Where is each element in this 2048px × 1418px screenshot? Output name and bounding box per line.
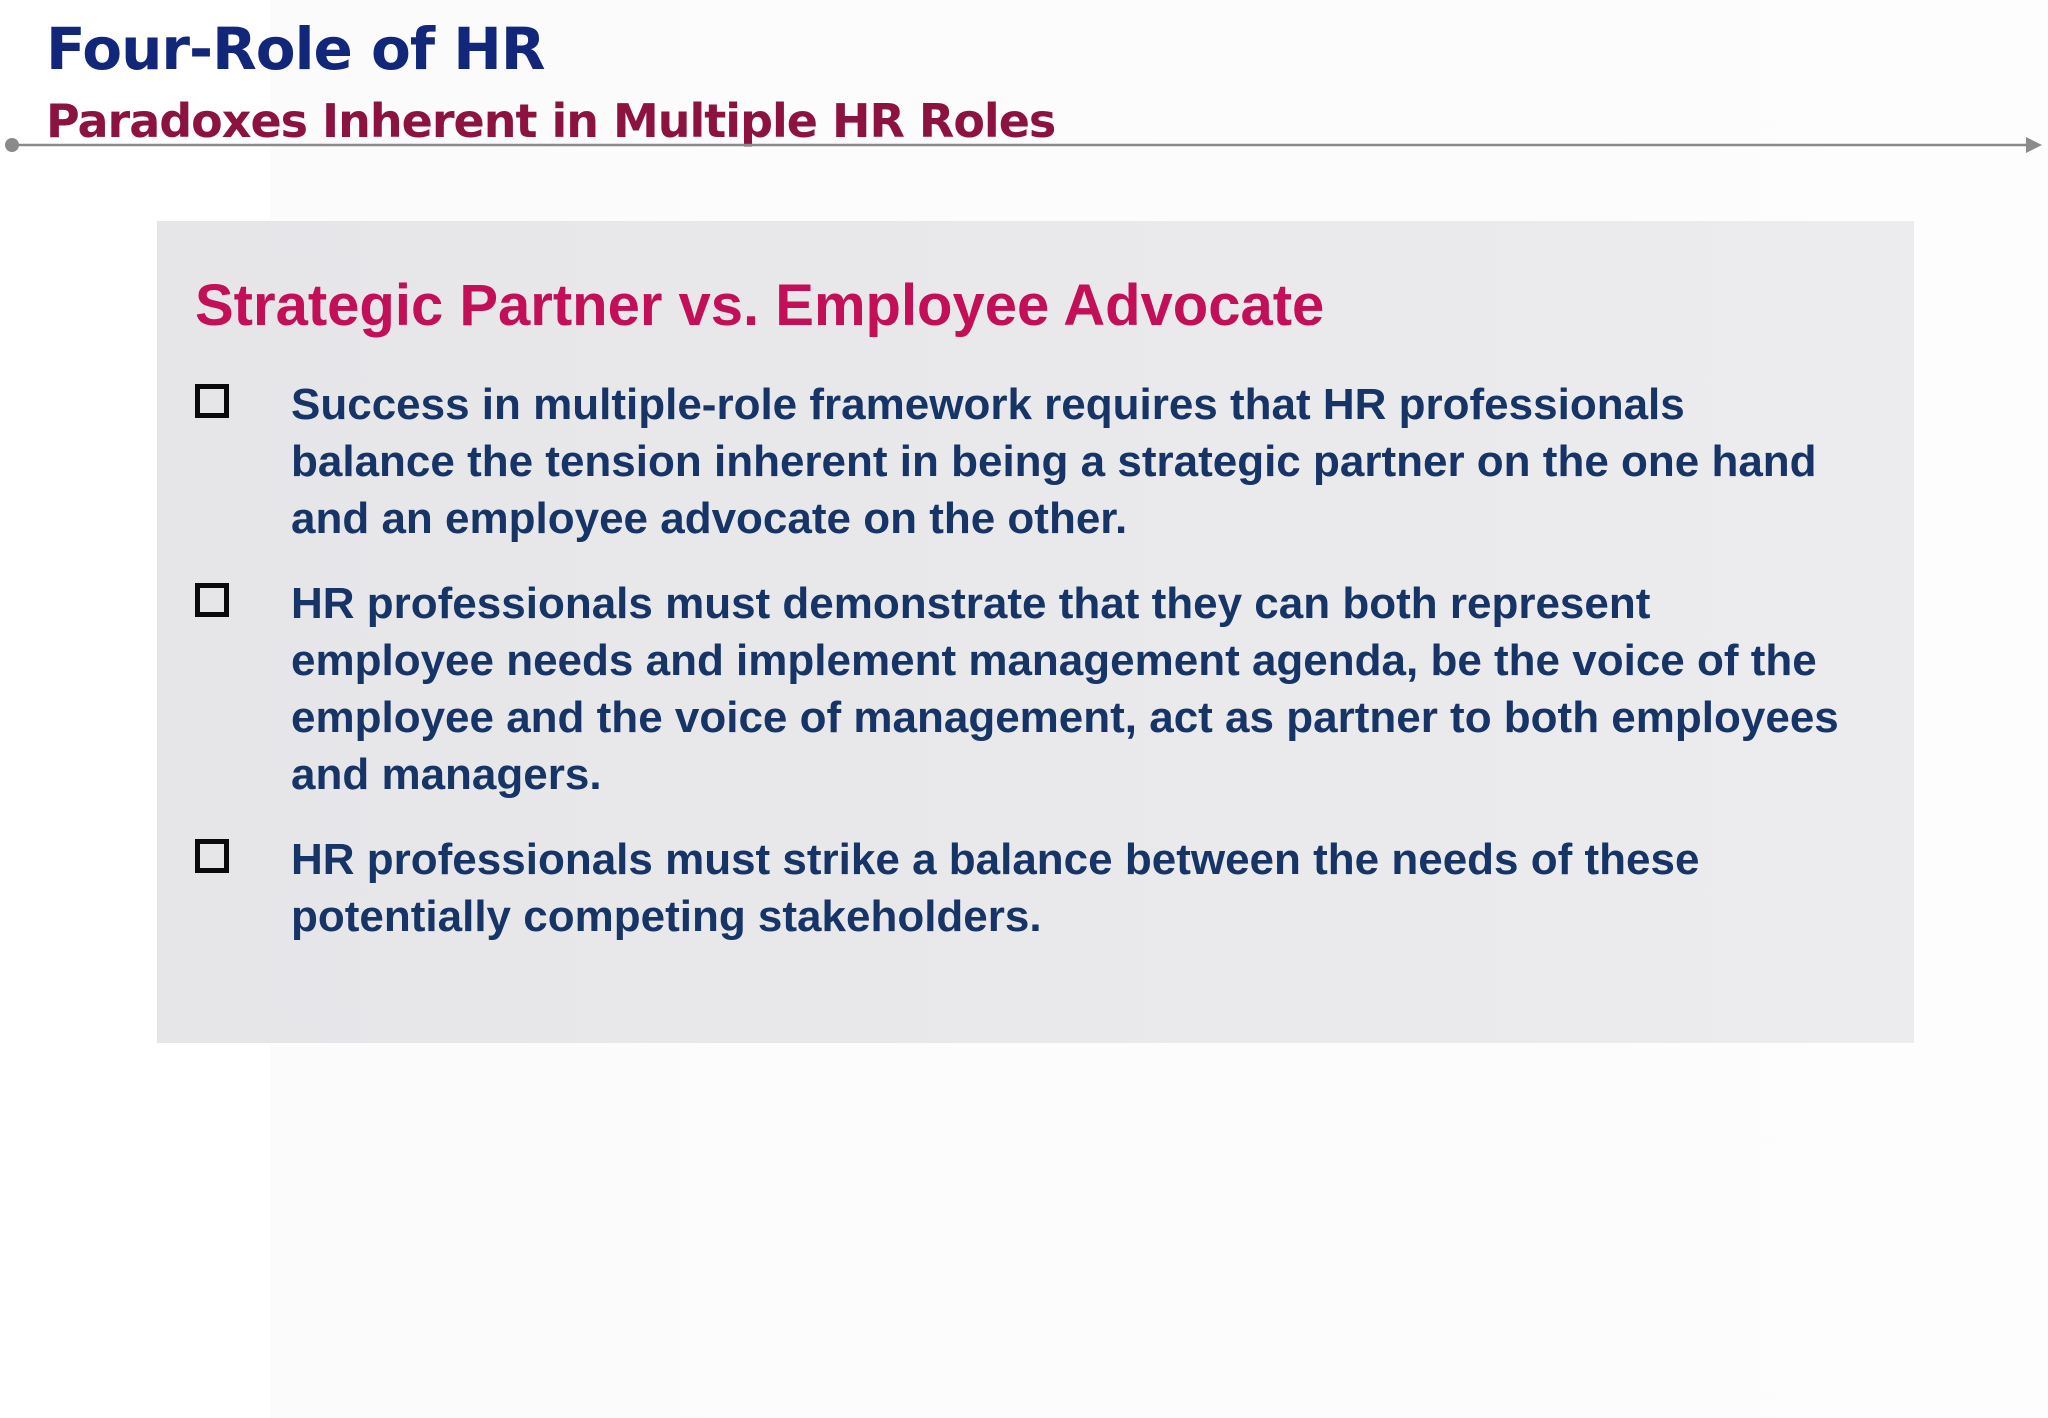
header-rule-arrow [0, 130, 2048, 160]
arrowhead-icon [2026, 137, 2042, 153]
page-title: Four-Role of HR [46, 15, 545, 83]
hollow-square-bullet-icon [195, 583, 229, 617]
hollow-square-bullet-icon [195, 839, 229, 873]
hollow-square-bullet-icon [195, 384, 229, 418]
page-subtitle: Paradoxes Inherent in Multiple HR Roles [46, 94, 1056, 148]
panel-heading: Strategic Partner vs. Employee Advocate [195, 273, 1325, 338]
content-panel [157, 221, 1914, 1043]
bullet-text: HR professionals must strike a balance between the needs of these potentially competing stakeholders. [291, 835, 1700, 941]
bullet-text: HR professionals must demonstrate that they can both represent employee needs and implement management agenda, be the voice of the employee and the voice of management, act as partner to both employees and managers. [291, 579, 1839, 799]
dot-icon [5, 138, 19, 152]
bullet-text: Success in multiple-role framework requires that HR professionals balance the tension inherent in being a strategic partner on the one hand and an employee advocate on the other. [291, 380, 1817, 543]
